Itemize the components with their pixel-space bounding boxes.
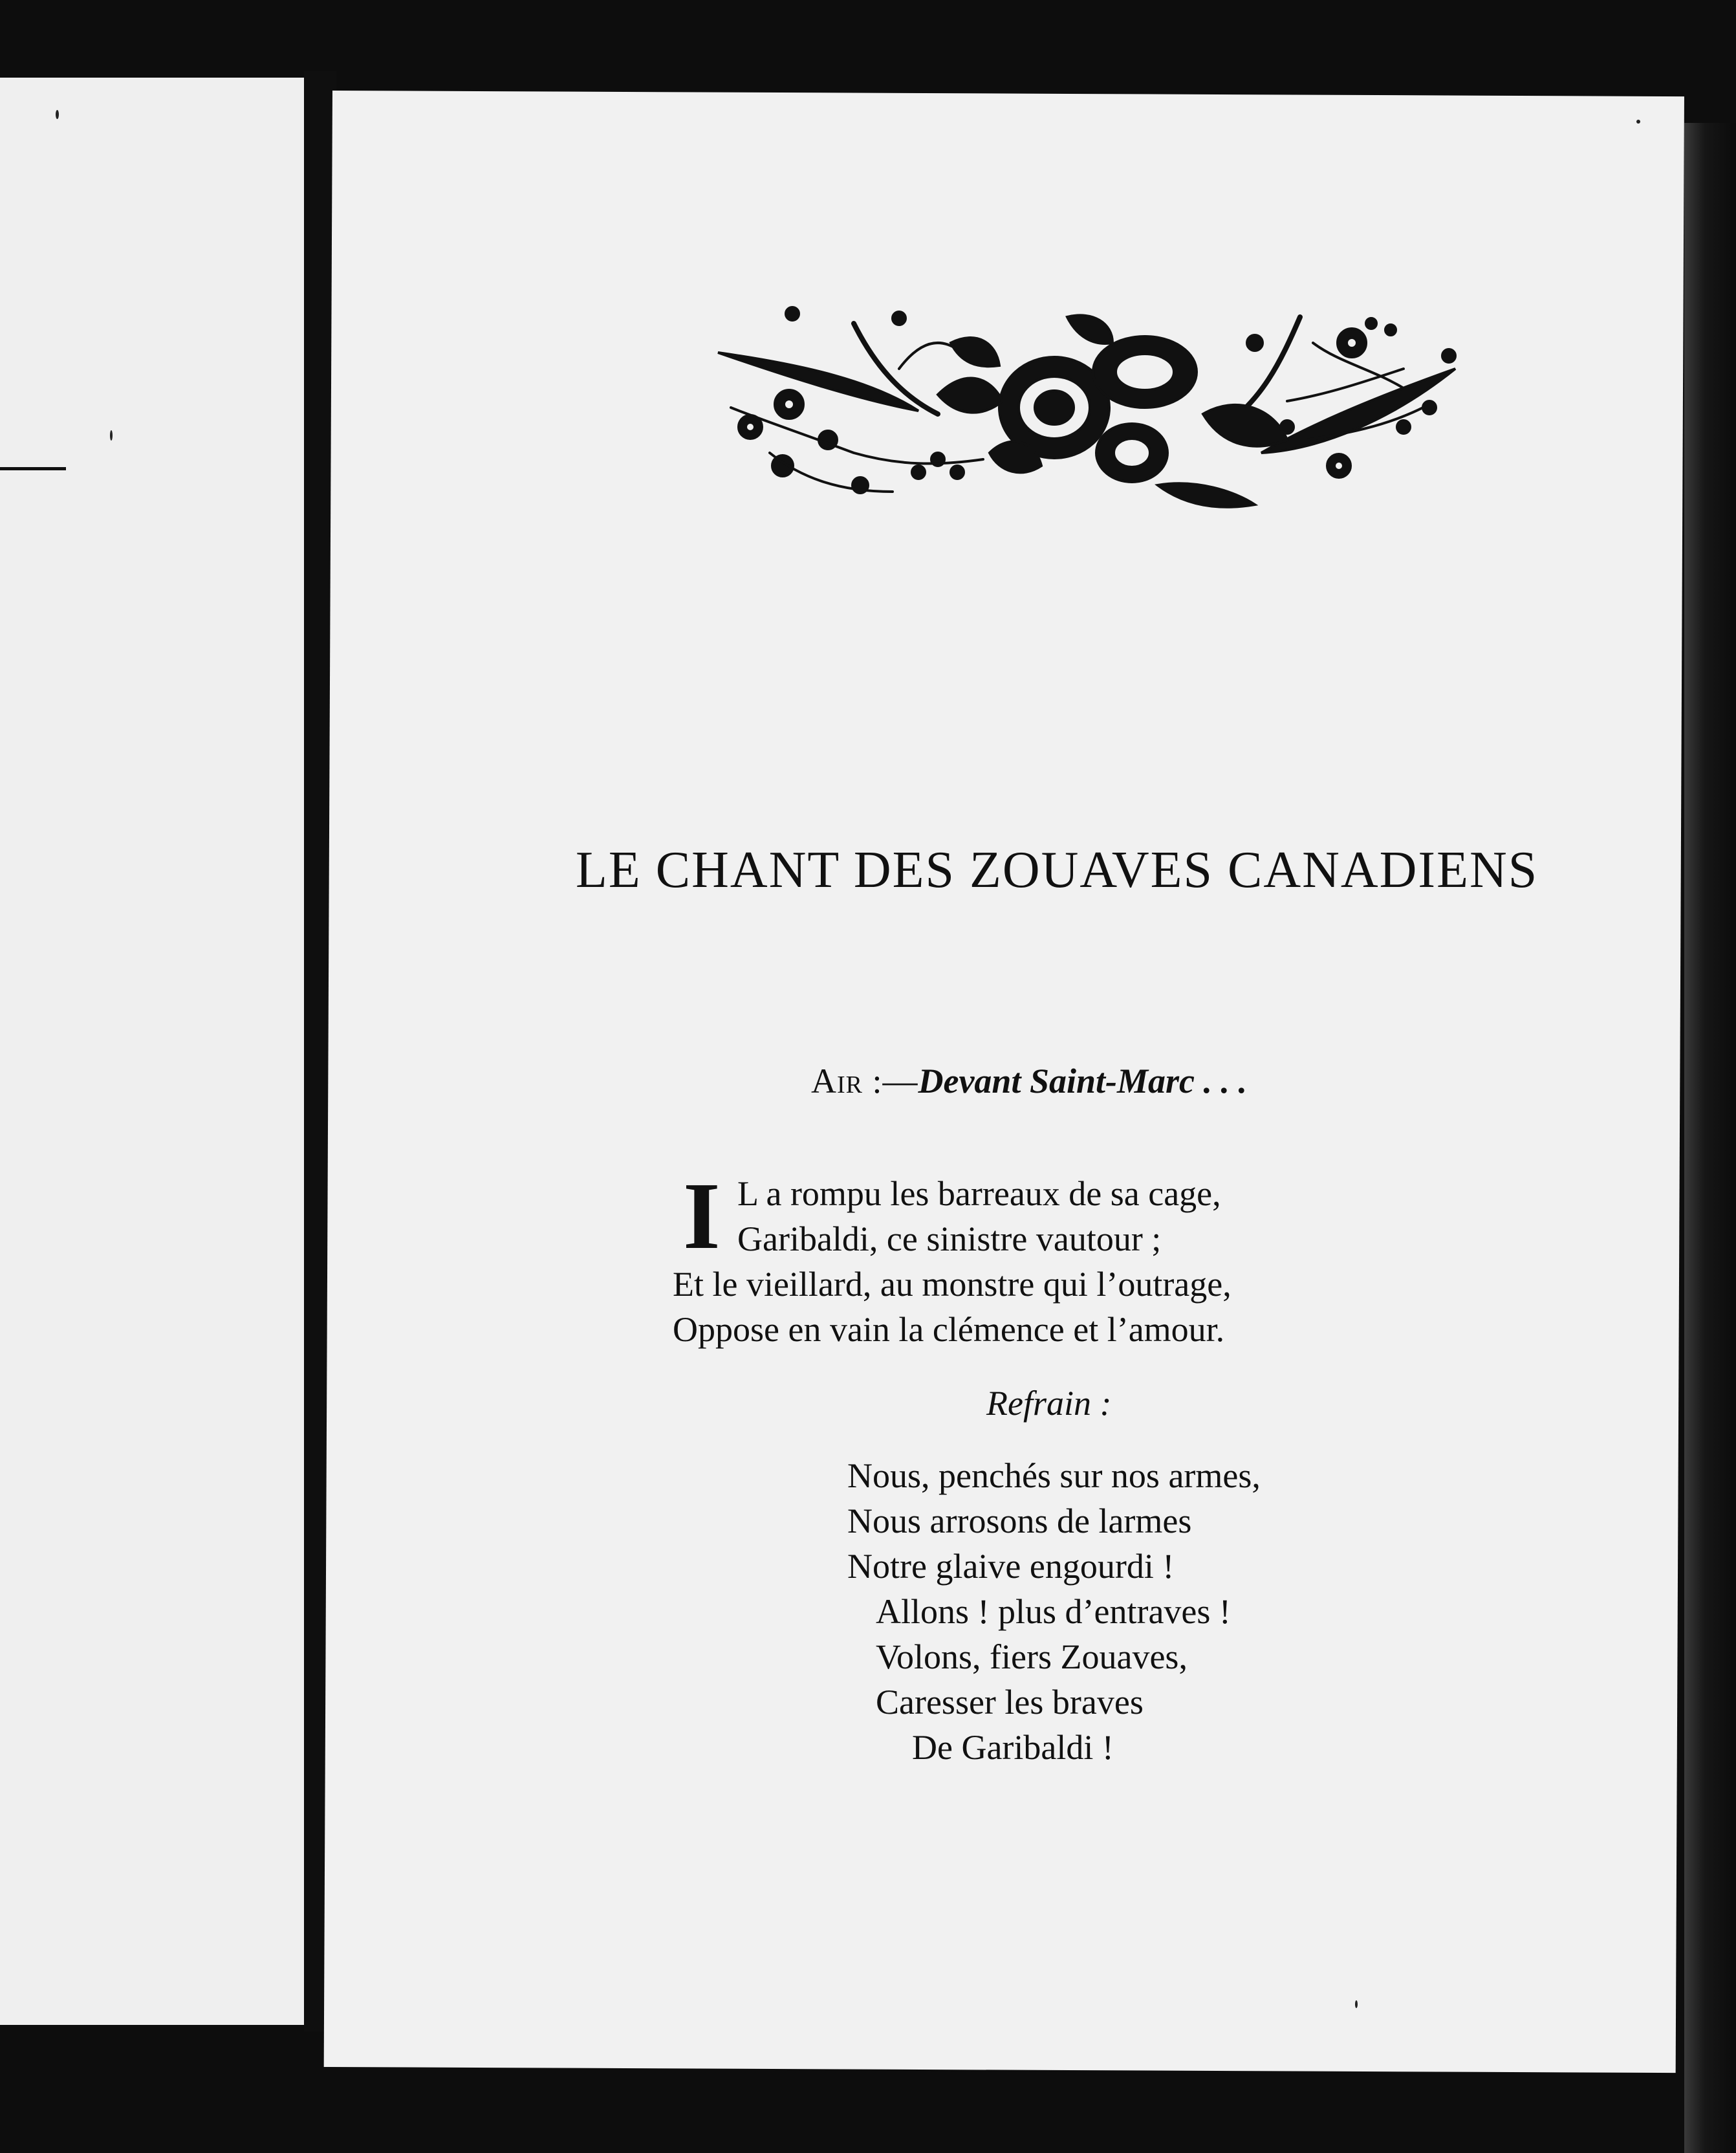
left-page-rule [0,467,66,470]
refrain-label: Refrain : [986,1384,1112,1423]
refrain-line: Nous arrosons de larmes [847,1502,1192,1540]
floral-vignette-icon [705,304,1468,511]
stanza-line: Garibaldi, ce sinistre vautour ; [737,1219,1162,1258]
stanza-line: Oppose en vain la clémence et l’amour. [673,1310,1225,1349]
left-facing-page [0,78,304,2025]
refrain [847,1453,1261,1770]
scan-speck [1636,120,1640,124]
refrain-line: Caresser les braves [876,1683,1144,1721]
scan-speck [1355,2000,1358,2008]
refrain-line: Volons, fiers Zouaves, [876,1637,1188,1676]
drop-cap: I [683,1163,721,1269]
refrain-line: Allons ! plus d’entraves ! [876,1592,1231,1631]
scan-speck [110,430,113,441]
scan-speck [56,110,59,119]
stanza [673,1163,1231,1352]
refrain-line: De Garibaldi ! [912,1728,1114,1767]
refrain-line: Nous, penchés sur nos armes, [847,1456,1261,1495]
refrain-line: Notre glaive engourdi ! [847,1547,1175,1586]
page-edge-shadow [1684,123,1736,2153]
air-line [811,1061,1247,1101]
poem-title: LE CHANT DES ZOUAVES CANADIENS [576,842,1539,899]
stanza-line: L a rompu les barreaux de sa cage, [737,1174,1221,1213]
air-label: Air :— [811,1062,918,1100]
stanza-line: Et le vieillard, au monstre qui l’outrage, [673,1265,1231,1304]
air-tune: Devant Saint-Marc . . . [918,1062,1248,1100]
